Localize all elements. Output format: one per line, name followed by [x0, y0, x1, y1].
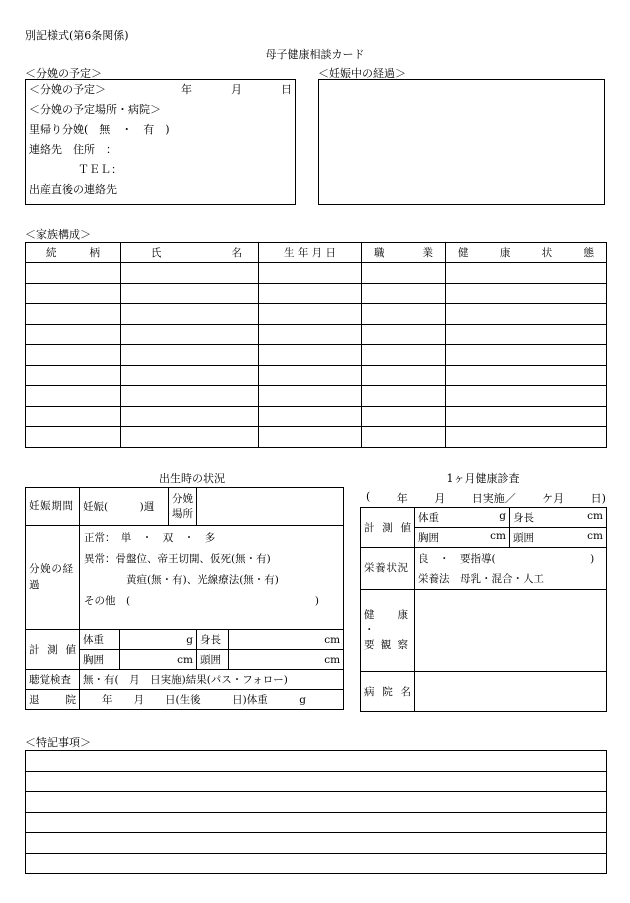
month1-weight-cell: 体重 g [415, 508, 510, 528]
birth-discharge-value: 年 月 日(生後 日)体重 g [80, 690, 344, 710]
family-cell [259, 324, 362, 345]
birth-course-details [80, 526, 344, 630]
birth-gestation-value: 妊娠( )週 [80, 488, 169, 526]
family-cell [26, 324, 121, 345]
month1-nutrition-2: 栄養法 母乳・混合・人工 [418, 572, 544, 585]
family-cell [121, 304, 259, 325]
family-cell [26, 304, 121, 325]
pregnancy-box [318, 79, 605, 205]
month1-nutrition-value [415, 548, 607, 590]
family-cell [26, 365, 121, 386]
family-cell [446, 406, 607, 427]
family-cell [362, 345, 446, 366]
family-cell [259, 386, 362, 407]
birth-place-label: 分娩場所 [169, 488, 197, 526]
birth-normal: 正常： 単 ・ 双 ・ 多 [84, 532, 216, 544]
family-cell [259, 345, 362, 366]
family-cell [26, 263, 121, 284]
notes-cell [26, 771, 607, 792]
family-col-name: 氏 名 [121, 243, 259, 263]
delivery-year: 年 [181, 83, 192, 96]
notes-line [26, 812, 607, 833]
family-cell [362, 283, 446, 304]
birth-height-unit: cm [229, 630, 344, 650]
family-col-relation: 続 柄 [26, 243, 121, 263]
family-header-row [26, 243, 607, 263]
family-cell [121, 427, 259, 448]
delivery-day: 日 [281, 83, 292, 96]
family-cell [121, 365, 259, 386]
family-cell [259, 304, 362, 325]
family-cell [26, 427, 121, 448]
birth-place-value [197, 488, 344, 526]
family-cell [121, 324, 259, 345]
family-cell [362, 304, 446, 325]
family-cell [259, 406, 362, 427]
month1-head-cell: 頭囲 cm [510, 528, 607, 548]
month1-health-value [415, 590, 607, 672]
family-row [26, 304, 607, 325]
family-cell [362, 427, 446, 448]
family-cell [26, 283, 121, 304]
notes-cell [26, 853, 607, 874]
family-cell [446, 365, 607, 386]
birth-other-close: ) [314, 595, 320, 607]
delivery-postpartum-contact: 出産直後の連絡先 [29, 183, 117, 196]
family-cell [446, 345, 607, 366]
month1-nutrition-label: 栄養状況 [361, 548, 415, 590]
delivery-homecoming: 里帰り分娩( 無 ・ 有 ) [29, 123, 170, 136]
form-reference: 別記様式(第6条関係) [25, 29, 129, 42]
month1-height-cell: 身長 cm [510, 508, 607, 528]
family-cell [259, 427, 362, 448]
birth-heading: 出生時の状況 [159, 472, 225, 485]
delivery-heading: ＜分娩の予定＞ [25, 67, 102, 80]
family-row [26, 283, 607, 304]
family-cell [121, 406, 259, 427]
notes-line [26, 792, 607, 813]
pregnancy-heading: ＜妊娠中の経過＞ [318, 67, 406, 80]
family-row [26, 365, 607, 386]
family-row [26, 427, 607, 448]
family-cell [121, 386, 259, 407]
family-cell [446, 386, 607, 407]
birth-chest-unit: cm [120, 650, 197, 670]
month1-heading: 1ヶ月健康診査 [446, 472, 520, 485]
family-cell [362, 365, 446, 386]
birth-gestation-label: 妊娠期間 [26, 488, 80, 526]
notes-line [26, 853, 607, 874]
notes-table [25, 750, 607, 874]
family-row [26, 345, 607, 366]
month1-chest-cell: 胸囲 cm [415, 528, 510, 548]
month1-hospital-value [415, 672, 607, 712]
family-cell [362, 324, 446, 345]
family-heading: ＜家族構成＞ [25, 228, 91, 241]
birth-head-label: 頭囲 [197, 650, 229, 670]
birth-hearing-value: 無・有( 月 日実施)結果(パス・フォロー) [80, 670, 344, 690]
month1-nutrition-1: 良 ・ 要指導( ) [418, 552, 595, 565]
family-cell [121, 283, 259, 304]
family-row [26, 324, 607, 345]
notes-cell [26, 812, 607, 833]
birth-head-unit: cm [229, 650, 344, 670]
family-cell [446, 283, 607, 304]
family-row [26, 386, 607, 407]
family-cell [362, 406, 446, 427]
family-cell [362, 386, 446, 407]
notes-line [26, 771, 607, 792]
birth-weight-label: 体重 [80, 630, 120, 650]
family-cell [259, 283, 362, 304]
page-title: 母子健康相談カード [265, 48, 365, 61]
birth-measure-label: 計測値 [26, 630, 80, 670]
delivery-contact-tel: ＴＥＬ： [78, 163, 122, 176]
birth-height-label: 身長 [197, 630, 229, 650]
family-cell [121, 263, 259, 284]
month1-health-label: 健康 ・ 要観察 [361, 590, 415, 672]
delivery-place-label: ＜分娩の予定場所・病院＞ [29, 103, 161, 116]
family-col-health: 健 康 状 態 [446, 243, 607, 263]
birth-discharge-label: 退院 [26, 690, 80, 710]
birth-jaundice: 黄疸(無・有)、光線療法(無・有) [126, 574, 279, 586]
notes-line [26, 833, 607, 854]
family-cell [259, 365, 362, 386]
notes-line [26, 751, 607, 772]
birth-chest-label: 胸囲 [80, 650, 120, 670]
birth-other: その他 ( [84, 595, 131, 607]
delivery-month: 月 [231, 83, 242, 96]
birth-weight-unit: g [120, 630, 197, 650]
family-row [26, 263, 607, 284]
family-cell [26, 386, 121, 407]
delivery-box [25, 79, 296, 205]
birth-table [25, 487, 344, 710]
family-col-birthdate: 生 年 月 日 [259, 243, 362, 263]
family-cell [446, 304, 607, 325]
family-cell [121, 345, 259, 366]
notes-cell [26, 833, 607, 854]
family-cell [259, 263, 362, 284]
family-cell [446, 427, 607, 448]
delivery-contact-address: 連絡先 住所 ： [29, 143, 117, 156]
month1-date-line: ( 年 月 日実施／ ケ月 日) [366, 490, 606, 505]
family-cell [26, 406, 121, 427]
family-row [26, 406, 607, 427]
month1-table [360, 507, 607, 712]
family-cell [446, 324, 607, 345]
birth-abnormal: 異常：骨盤位、帝王切開、仮死(無・有) [84, 553, 271, 565]
family-cell [446, 263, 607, 284]
family-cell [362, 263, 446, 284]
delivery-due-label: ＜分娩の予定＞ [29, 83, 106, 96]
family-table [25, 242, 607, 448]
birth-hearing-label: 聴覚検査 [26, 670, 80, 690]
family-col-occupation: 職 業 [362, 243, 446, 263]
notes-cell [26, 792, 607, 813]
month1-measure-label: 計測値 [361, 508, 415, 548]
family-cell [26, 345, 121, 366]
birth-course-label: 分娩の経過 [26, 526, 80, 630]
month1-hospital-label: 病院名 [361, 672, 415, 712]
notes-cell [26, 751, 607, 772]
notes-heading: ＜特記事項＞ [25, 736, 91, 749]
